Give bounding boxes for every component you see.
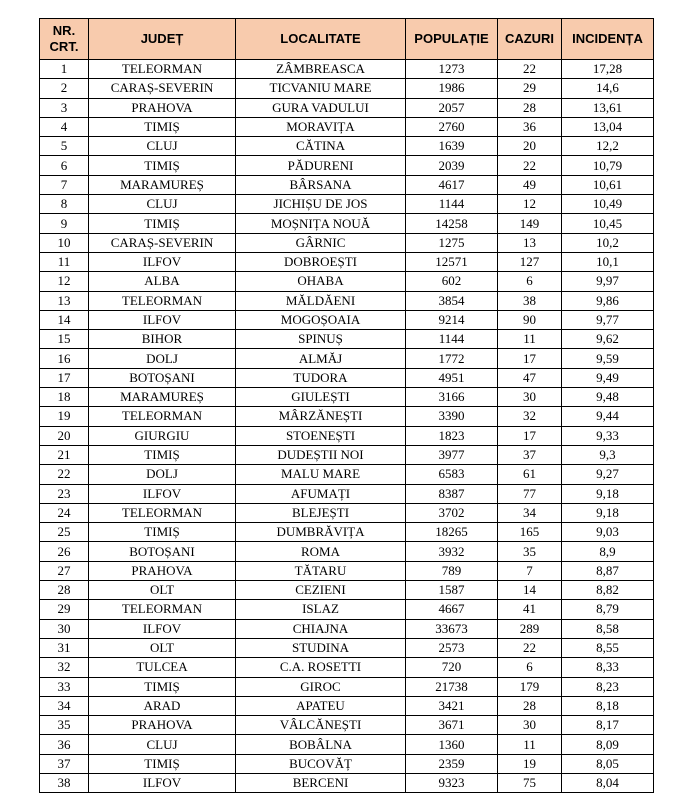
cell-judet: CLUJ [89, 195, 236, 214]
cell-judet: TIMIȘ [89, 677, 236, 696]
header-localitate: LOCALITATE [236, 19, 406, 60]
cell-incidenta: 8,23 [562, 677, 654, 696]
cell-incidenta: 8,58 [562, 619, 654, 638]
cell-incidenta: 10,1 [562, 252, 654, 271]
table-row [40, 330, 654, 349]
cell-nr: 15 [40, 330, 89, 349]
cell-judet: BIHOR [89, 330, 236, 349]
cell-populatie: 2057 [406, 98, 498, 117]
cell-nr: 1 [40, 60, 89, 79]
cell-judet: TIMIȘ [89, 214, 236, 233]
cell-localitate: JICHIȘU DE JOS [236, 195, 406, 214]
cell-populatie: 3421 [406, 696, 498, 715]
cell-incidenta: 9,48 [562, 388, 654, 407]
cell-nr: 12 [40, 272, 89, 291]
cell-populatie: 4667 [406, 600, 498, 619]
cell-localitate: OHABA [236, 272, 406, 291]
table-row [40, 310, 654, 329]
cell-localitate: SPINUȘ [236, 330, 406, 349]
cell-incidenta: 8,79 [562, 600, 654, 619]
cell-judet: CARAȘ-SEVERIN [89, 233, 236, 252]
cell-incidenta: 9,18 [562, 503, 654, 522]
cell-judet: PRAHOVA [89, 98, 236, 117]
cell-nr: 35 [40, 716, 89, 735]
cell-nr: 8 [40, 195, 89, 214]
cell-incidenta: 8,17 [562, 716, 654, 735]
cell-incidenta: 9,86 [562, 291, 654, 310]
cell-judet: TIMIȘ [89, 156, 236, 175]
cell-cazuri: 13 [498, 233, 562, 252]
cell-populatie: 1772 [406, 349, 498, 368]
cell-populatie: 1639 [406, 137, 498, 156]
cell-judet: TIMIȘ [89, 445, 236, 464]
cell-judet: PRAHOVA [89, 716, 236, 735]
table-row [40, 465, 654, 484]
header-judet: JUDEȚ [89, 19, 236, 60]
cell-cazuri: 14 [498, 581, 562, 600]
cell-incidenta: 9,27 [562, 465, 654, 484]
cell-cazuri: 35 [498, 542, 562, 561]
cell-judet: CARAȘ-SEVERIN [89, 79, 236, 98]
cell-judet: DOLJ [89, 349, 236, 368]
cell-localitate: ISLAZ [236, 600, 406, 619]
cell-populatie: 18265 [406, 523, 498, 542]
table-row [40, 252, 654, 271]
cell-localitate: TĂTARU [236, 561, 406, 580]
cell-nr: 10 [40, 233, 89, 252]
cell-localitate: DOBROEȘTI [236, 252, 406, 271]
table-row [40, 619, 654, 638]
cell-incidenta: 9,44 [562, 407, 654, 426]
cell-localitate: DUMBRĂVIȚA [236, 523, 406, 542]
cell-nr: 7 [40, 175, 89, 194]
table-row [40, 388, 654, 407]
cell-cazuri: 28 [498, 696, 562, 715]
cell-populatie: 3702 [406, 503, 498, 522]
header-incidenta: INCIDENȚA [562, 19, 654, 60]
cell-localitate: APATEU [236, 696, 406, 715]
cell-localitate: BERCENI [236, 773, 406, 792]
cell-localitate: GIULEȘTI [236, 388, 406, 407]
cell-cazuri: 19 [498, 754, 562, 773]
cell-populatie: 3671 [406, 716, 498, 735]
cell-nr: 21 [40, 445, 89, 464]
cell-localitate: MALU MARE [236, 465, 406, 484]
table-row [40, 503, 654, 522]
cell-incidenta: 9,18 [562, 484, 654, 503]
cell-nr: 19 [40, 407, 89, 426]
table-row [40, 175, 654, 194]
cell-judet: OLT [89, 581, 236, 600]
table-row [40, 137, 654, 156]
cell-judet: DOLJ [89, 465, 236, 484]
cell-cazuri: 22 [498, 60, 562, 79]
cell-cazuri: 6 [498, 658, 562, 677]
cell-nr: 16 [40, 349, 89, 368]
cell-populatie: 602 [406, 272, 498, 291]
cell-cazuri: 179 [498, 677, 562, 696]
cell-incidenta: 9,3 [562, 445, 654, 464]
cell-incidenta: 8,9 [562, 542, 654, 561]
cell-populatie: 9214 [406, 310, 498, 329]
cell-judet: ILFOV [89, 484, 236, 503]
table-row [40, 195, 654, 214]
cell-cazuri: 127 [498, 252, 562, 271]
cell-populatie: 1273 [406, 60, 498, 79]
table-row [40, 60, 654, 79]
cell-incidenta: 14,6 [562, 79, 654, 98]
cell-incidenta: 8,82 [562, 581, 654, 600]
cell-nr: 32 [40, 658, 89, 677]
cell-localitate: STUDINA [236, 638, 406, 657]
cell-nr: 11 [40, 252, 89, 271]
cell-nr: 2 [40, 79, 89, 98]
table-row [40, 677, 654, 696]
table-row [40, 561, 654, 580]
cell-judet: PRAHOVA [89, 561, 236, 580]
cell-cazuri: 77 [498, 484, 562, 503]
cell-incidenta: 9,62 [562, 330, 654, 349]
cell-incidenta: 8,05 [562, 754, 654, 773]
cell-localitate: DUDEȘTII NOI [236, 445, 406, 464]
cell-incidenta: 8,18 [562, 696, 654, 715]
cell-cazuri: 34 [498, 503, 562, 522]
cell-judet: CLUJ [89, 137, 236, 156]
cell-judet: ALBA [89, 272, 236, 291]
cell-judet: MARAMUREȘ [89, 175, 236, 194]
cell-nr: 18 [40, 388, 89, 407]
table-row [40, 233, 654, 252]
table-header-row [40, 19, 654, 60]
cell-nr: 14 [40, 310, 89, 329]
cell-populatie: 1823 [406, 426, 498, 445]
cell-localitate: BUCOVĂȚ [236, 754, 406, 773]
cell-cazuri: 17 [498, 426, 562, 445]
cell-incidenta: 8,09 [562, 735, 654, 754]
cell-judet: GIURGIU [89, 426, 236, 445]
cell-incidenta: 10,2 [562, 233, 654, 252]
cell-nr: 38 [40, 773, 89, 792]
cell-cazuri: 20 [498, 137, 562, 156]
cell-localitate: ZÂMBREASCA [236, 60, 406, 79]
cell-populatie: 3854 [406, 291, 498, 310]
table-row [40, 754, 654, 773]
cell-cazuri: 6 [498, 272, 562, 291]
cell-nr: 20 [40, 426, 89, 445]
cell-judet: TIMIȘ [89, 754, 236, 773]
cell-populatie: 3390 [406, 407, 498, 426]
cell-localitate: MORAVIȚA [236, 117, 406, 136]
table-row [40, 658, 654, 677]
cell-incidenta: 12,2 [562, 137, 654, 156]
cell-localitate: TICVANIU MARE [236, 79, 406, 98]
cell-localitate: MOȘNIȚA NOUĂ [236, 214, 406, 233]
cell-incidenta: 13,04 [562, 117, 654, 136]
cell-judet: ILFOV [89, 310, 236, 329]
cell-nr: 31 [40, 638, 89, 657]
cell-incidenta: 10,61 [562, 175, 654, 194]
cell-incidenta: 17,28 [562, 60, 654, 79]
cell-incidenta: 9,49 [562, 368, 654, 387]
cell-incidenta: 9,03 [562, 523, 654, 542]
cell-cazuri: 289 [498, 619, 562, 638]
cell-populatie: 720 [406, 658, 498, 677]
cell-localitate: AFUMAȚI [236, 484, 406, 503]
cell-populatie: 9323 [406, 773, 498, 792]
cell-cazuri: 12 [498, 195, 562, 214]
cell-populatie: 8387 [406, 484, 498, 503]
cell-cazuri: 32 [498, 407, 562, 426]
cell-cazuri: 29 [498, 79, 562, 98]
table-row [40, 272, 654, 291]
header-cazuri: CAZURI [498, 19, 562, 60]
cell-nr: 24 [40, 503, 89, 522]
cell-localitate: STOENEȘTI [236, 426, 406, 445]
cell-nr: 17 [40, 368, 89, 387]
cell-cazuri: 49 [498, 175, 562, 194]
cell-incidenta: 10,49 [562, 195, 654, 214]
cell-nr: 5 [40, 137, 89, 156]
cell-cazuri: 30 [498, 716, 562, 735]
cell-cazuri: 11 [498, 330, 562, 349]
cell-incidenta: 9,97 [562, 272, 654, 291]
table-row [40, 117, 654, 136]
cell-nr: 9 [40, 214, 89, 233]
cell-nr: 4 [40, 117, 89, 136]
cell-nr: 23 [40, 484, 89, 503]
cell-nr: 13 [40, 291, 89, 310]
table-row [40, 484, 654, 503]
cell-cazuri: 28 [498, 98, 562, 117]
cell-cazuri: 61 [498, 465, 562, 484]
cell-cazuri: 41 [498, 600, 562, 619]
cell-cazuri: 165 [498, 523, 562, 542]
cell-judet: BOTOȘANI [89, 368, 236, 387]
cell-nr: 34 [40, 696, 89, 715]
cell-judet: TIMIȘ [89, 117, 236, 136]
cell-incidenta: 9,77 [562, 310, 654, 329]
cell-cazuri: 37 [498, 445, 562, 464]
cell-localitate: GÂRNIC [236, 233, 406, 252]
cell-populatie: 1275 [406, 233, 498, 252]
cell-judet: TELEORMAN [89, 60, 236, 79]
cell-incidenta: 10,45 [562, 214, 654, 233]
cell-populatie: 789 [406, 561, 498, 580]
cell-judet: CLUJ [89, 735, 236, 754]
cell-localitate: ALMĂJ [236, 349, 406, 368]
cell-populatie: 3932 [406, 542, 498, 561]
cell-cazuri: 38 [498, 291, 562, 310]
cell-localitate: CHIAJNA [236, 619, 406, 638]
cell-nr: 29 [40, 600, 89, 619]
header-populatie: POPULAȚIE [406, 19, 498, 60]
cell-populatie: 33673 [406, 619, 498, 638]
table-row [40, 291, 654, 310]
cell-cazuri: 30 [498, 388, 562, 407]
cell-incidenta: 8,87 [562, 561, 654, 580]
cell-cazuri: 149 [498, 214, 562, 233]
cell-cazuri: 36 [498, 117, 562, 136]
cell-populatie: 1587 [406, 581, 498, 600]
incidence-table [39, 18, 654, 793]
cell-cazuri: 17 [498, 349, 562, 368]
cell-cazuri: 22 [498, 638, 562, 657]
cell-localitate: MĂLDĂENI [236, 291, 406, 310]
cell-judet: ILFOV [89, 252, 236, 271]
header-nr-line2: CRT. [49, 39, 79, 54]
cell-judet: BOTOȘANI [89, 542, 236, 561]
cell-localitate: BOBÂLNA [236, 735, 406, 754]
cell-cazuri: 22 [498, 156, 562, 175]
cell-localitate: MOGOȘOAIA [236, 310, 406, 329]
cell-incidenta: 9,33 [562, 426, 654, 445]
cell-populatie: 2359 [406, 754, 498, 773]
cell-populatie: 2573 [406, 638, 498, 657]
cell-nr: 37 [40, 754, 89, 773]
cell-judet: TIMIȘ [89, 523, 236, 542]
cell-populatie: 21738 [406, 677, 498, 696]
cell-incidenta: 8,33 [562, 658, 654, 677]
table-row [40, 716, 654, 735]
cell-localitate: VÂLCĂNEȘTI [236, 716, 406, 735]
cell-cazuri: 47 [498, 368, 562, 387]
table-row [40, 426, 654, 445]
cell-localitate: CEZIENI [236, 581, 406, 600]
cell-judet: MARAMUREȘ [89, 388, 236, 407]
table-row [40, 156, 654, 175]
table-row [40, 79, 654, 98]
cell-incidenta: 10,79 [562, 156, 654, 175]
cell-localitate: BLEJEȘTI [236, 503, 406, 522]
cell-incidenta: 9,59 [562, 349, 654, 368]
cell-nr: 25 [40, 523, 89, 542]
cell-localitate: PĂDURENI [236, 156, 406, 175]
cell-populatie: 3166 [406, 388, 498, 407]
cell-localitate: TUDORA [236, 368, 406, 387]
cell-nr: 28 [40, 581, 89, 600]
cell-localitate: CĂTINA [236, 137, 406, 156]
cell-nr: 27 [40, 561, 89, 580]
table-row [40, 407, 654, 426]
cell-populatie: 3977 [406, 445, 498, 464]
cell-populatie: 2039 [406, 156, 498, 175]
header-nr-line1: NR. [52, 23, 76, 38]
cell-localitate: ROMA [236, 542, 406, 561]
cell-judet: TULCEA [89, 658, 236, 677]
table-row [40, 214, 654, 233]
cell-nr: 3 [40, 98, 89, 117]
cell-judet: ILFOV [89, 773, 236, 792]
cell-localitate: C.A. ROSETTI [236, 658, 406, 677]
table-row [40, 349, 654, 368]
cell-judet: TELEORMAN [89, 600, 236, 619]
cell-nr: 33 [40, 677, 89, 696]
table-row [40, 638, 654, 657]
cell-judet: ILFOV [89, 619, 236, 638]
table-row [40, 696, 654, 715]
table-body [40, 60, 654, 793]
cell-populatie: 4951 [406, 368, 498, 387]
cell-nr: 36 [40, 735, 89, 754]
table-row [40, 542, 654, 561]
cell-cazuri: 7 [498, 561, 562, 580]
table-row [40, 773, 654, 792]
cell-cazuri: 75 [498, 773, 562, 792]
cell-localitate: BÂRSANA [236, 175, 406, 194]
cell-localitate: GURA VADULUI [236, 98, 406, 117]
cell-judet: OLT [89, 638, 236, 657]
cell-cazuri: 11 [498, 735, 562, 754]
cell-cazuri: 90 [498, 310, 562, 329]
cell-nr: 30 [40, 619, 89, 638]
cell-populatie: 1986 [406, 79, 498, 98]
cell-populatie: 4617 [406, 175, 498, 194]
table-row [40, 445, 654, 464]
cell-populatie: 2760 [406, 117, 498, 136]
cell-populatie: 1360 [406, 735, 498, 754]
cell-populatie: 6583 [406, 465, 498, 484]
header-nr-crt [40, 19, 89, 60]
cell-populatie: 12571 [406, 252, 498, 271]
cell-localitate: GIROC [236, 677, 406, 696]
cell-nr: 26 [40, 542, 89, 561]
cell-localitate: MÂRZĂNEȘTI [236, 407, 406, 426]
table-row [40, 581, 654, 600]
table-row [40, 368, 654, 387]
cell-incidenta: 8,04 [562, 773, 654, 792]
cell-judet: TELEORMAN [89, 291, 236, 310]
cell-nr: 6 [40, 156, 89, 175]
cell-judet: ARAD [89, 696, 236, 715]
cell-populatie: 14258 [406, 214, 498, 233]
table-row [40, 600, 654, 619]
table-row [40, 98, 654, 117]
cell-incidenta: 8,55 [562, 638, 654, 657]
table-row [40, 735, 654, 754]
cell-populatie: 1144 [406, 330, 498, 349]
cell-nr: 22 [40, 465, 89, 484]
cell-incidenta: 13,61 [562, 98, 654, 117]
cell-populatie: 1144 [406, 195, 498, 214]
table-row [40, 523, 654, 542]
cell-judet: TELEORMAN [89, 503, 236, 522]
cell-judet: TELEORMAN [89, 407, 236, 426]
